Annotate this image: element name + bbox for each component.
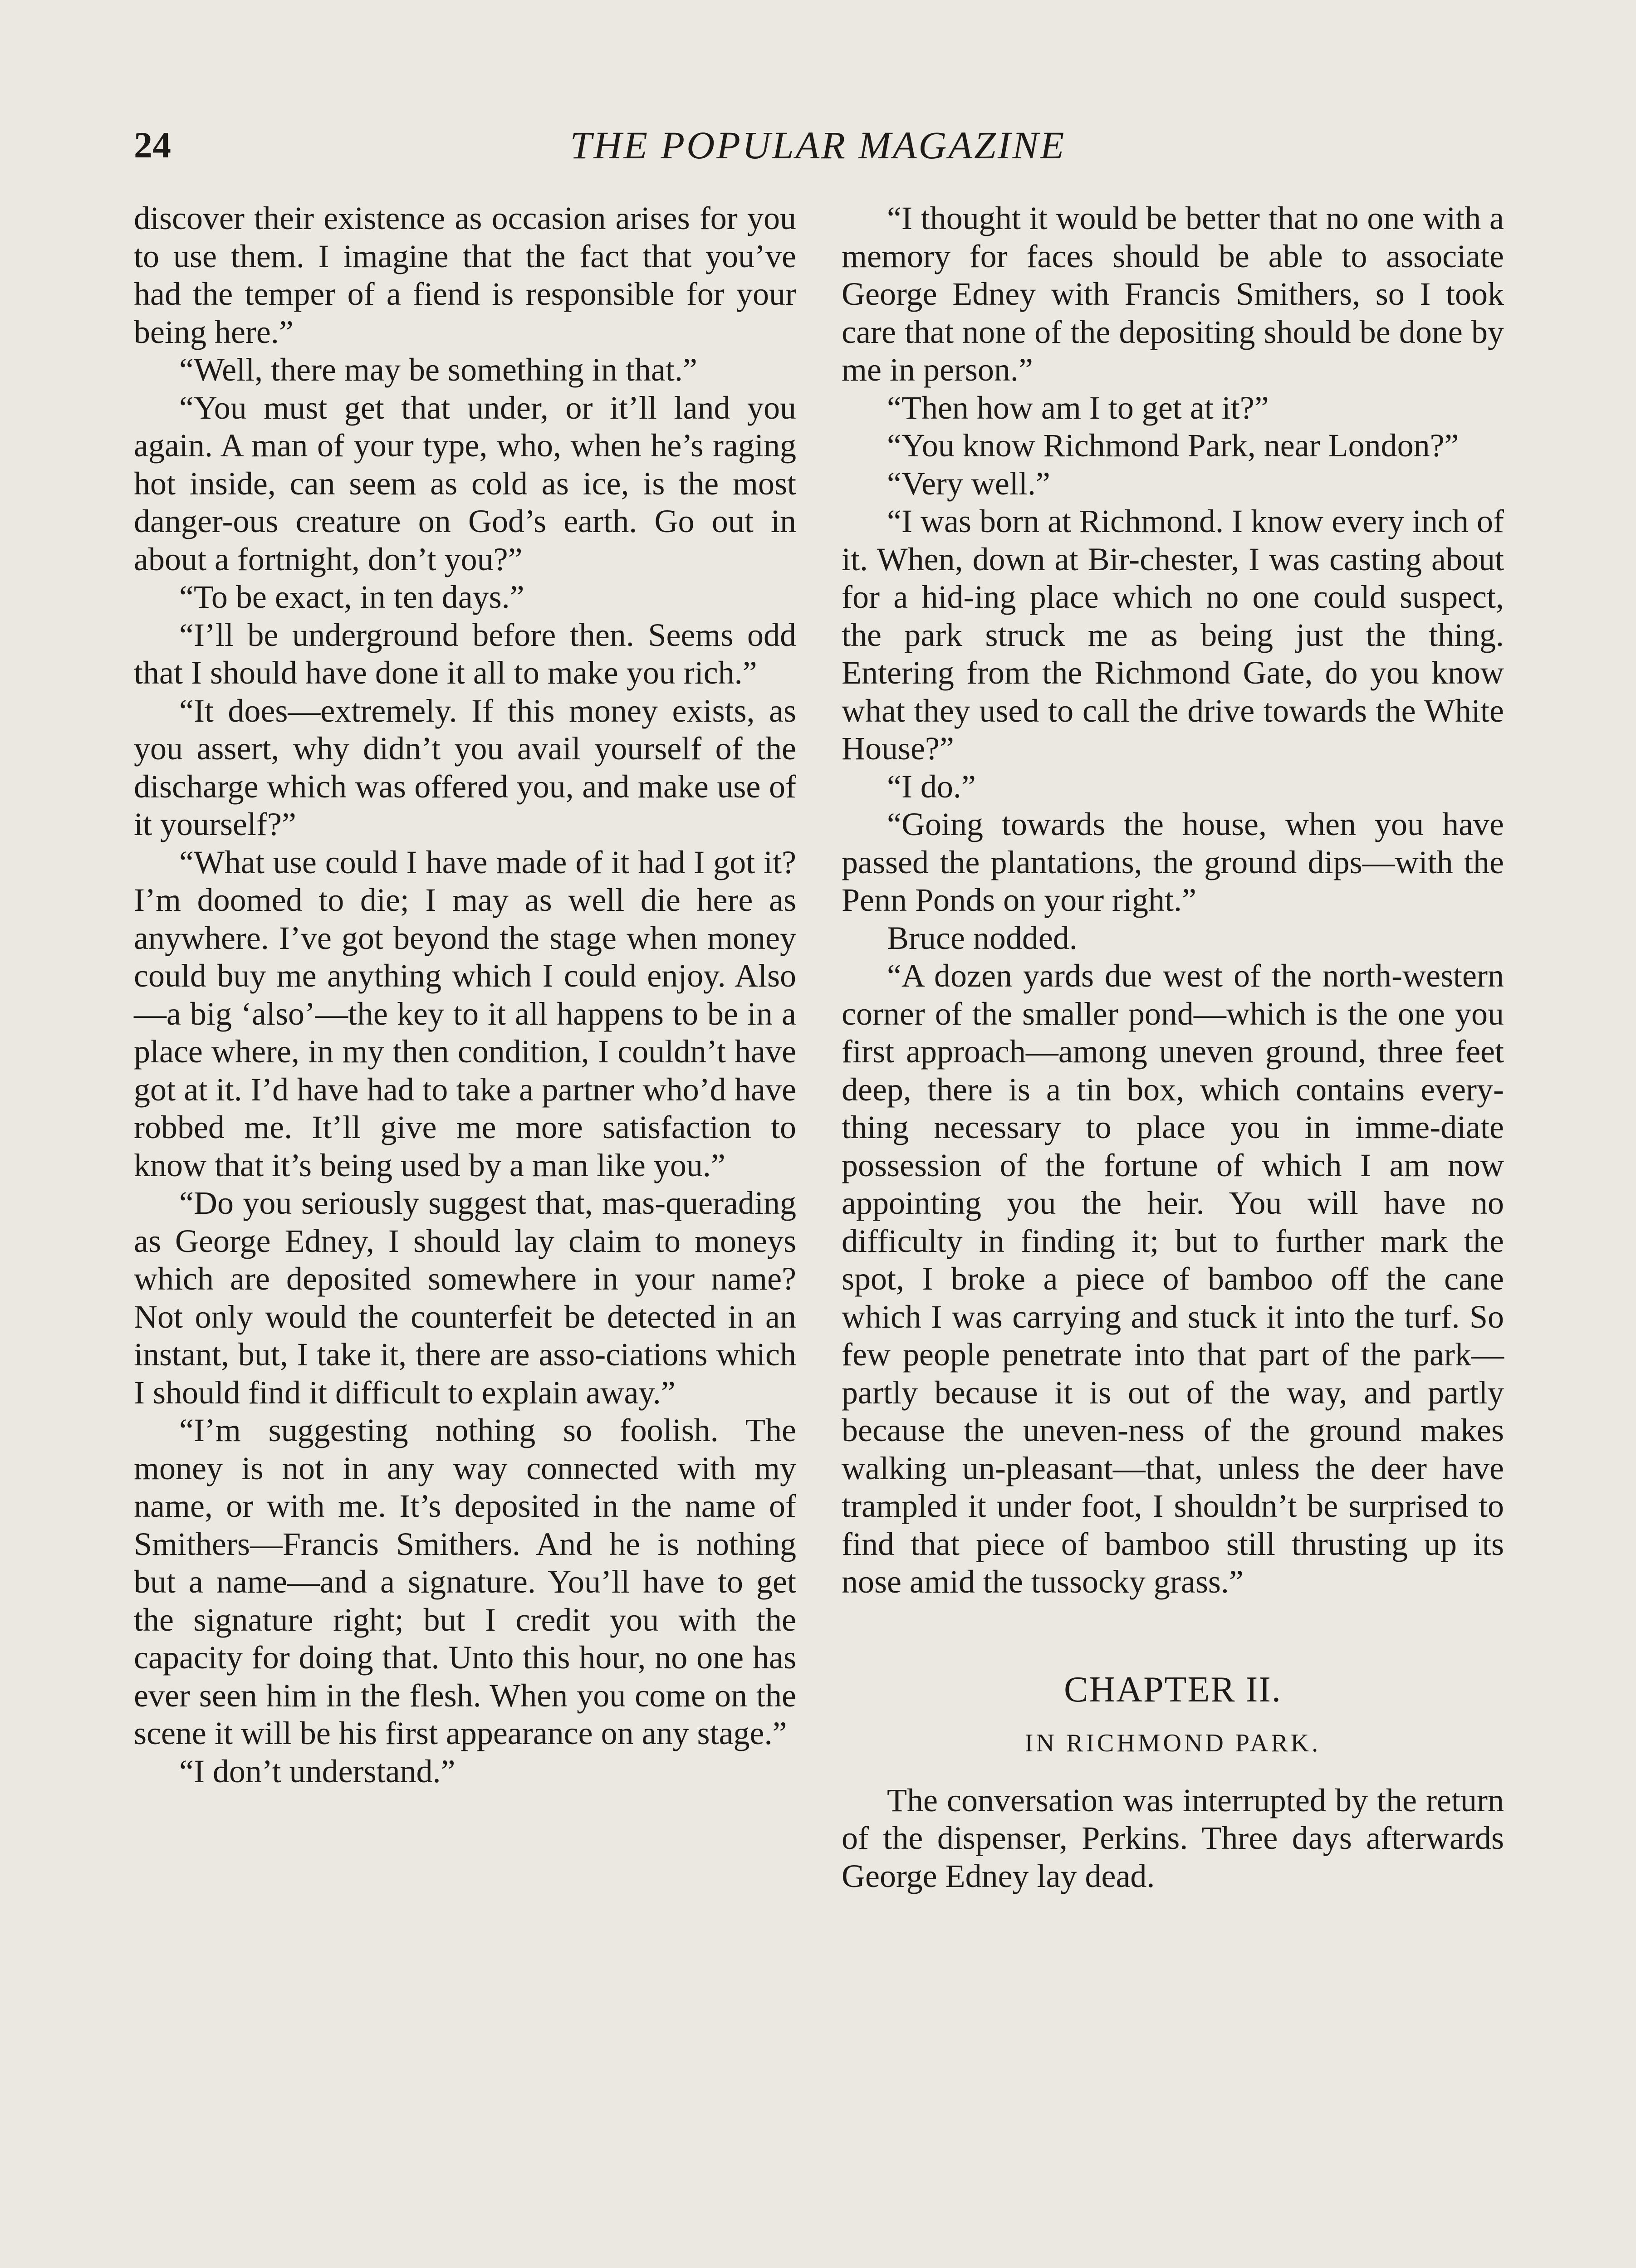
paragraph: “I do.” [887,768,976,805]
paragraph: “Do you seriously suggest that, mas-querading as George Edney, I should lay claim to moneys which are deposited somewhere in your name? Not only would the counterfeit be detected in an instant, but, I take it, there are asso-ciations which I should find it difficult to explain away.” [134,1185,796,1411]
paragraph: discover their existence as occasion arises for you to use them. I imagine that the fact that you’ve had the temper of a fiend is responsible for your being here.” [134,200,796,350]
paragraph: “Going towards the house, when you have passed the plantations, the ground dips—with the Penn Ponds on your right.” [842,806,1504,918]
page-number: 24 [134,124,171,166]
chapter-title: CHAPTER II. [1064,1669,1282,1710]
paragraph: “I don’t understand.” [179,1753,456,1789]
paragraph: “You know Richmond Park, near London?” [887,427,1459,464]
running-head: THE POPULAR MAGAZINE [570,123,1066,167]
left-column [134,200,796,1790]
paragraph: “You must get that under, or it’ll land you again. A man of your type, who, when he’s raging hot inside, can seem as cold as ice, is the most danger-ous creature on God’s earth. Go out in about a fortnight, don’t you?” [134,389,796,577]
paragraph: “It does—extremely. If this money exists, as you assert, why didn’t you avail yourself of the discharge which was offered you, and make use of it yourself?” [134,692,796,842]
paragraph: “I’m suggesting nothing so foolish. The money is not in any way connected with my name, or with me. It’s deposited in the name of Smithers—Francis Smithers. And he is nothing but a name—and a signature. You’ll have to get the signature right; but I credit you with the capacity for doing that. Unto this hour, no one has ever seen him in the flesh. When you come on the scene it will be his first appearance on any stage.” [134,1412,796,1751]
paragraph: “I was born at Richmond. I know every inch of it. When, down at Bir-chester, I was casting about for a hid-ing place which no one could suspect, the park struck me as being just the thing. Entering from the Richmond Gate, do you know what they used to call the drive towards the White House?” [842,503,1504,767]
paragraph: “Very well.” [887,465,1050,502]
paragraph: “What use could I have made of it had I got it? I’m doomed to die; I may as well die here as anywhere. I’ve got beyond the stage when money could buy me anything which I could enjoy. Also—a big ‘also’—the key to it all happens to be in a place where, in my then condition, I couldn’t have got at it. I’d have had to take a partner who’d have robbed me. It’ll give me more satisfaction to know that it’s being used by a man like you.” [134,844,796,1183]
paragraph: “Well, there may be something in that.” [179,352,697,388]
chapter-subtitle: IN RICHMOND PARK. [1024,1729,1321,1757]
right-column [842,200,1504,1895]
paragraph: “Then how am I to get at it?” [887,389,1269,426]
paragraph: “I’ll be underground before then. Seems odd that I should have done it all to make you rich.” [134,616,796,691]
paragraph: Bruce nodded. [887,919,1078,956]
paragraph: “A dozen yards due west of the north-western corner of the smaller pond—which is the one you first approach—among uneven ground, three feet deep, there is a tin box, which contains every-thing necessary to place you in imme-diate possession of the fortune of which I am now appointing you the heir. You will have no difficulty in finding it; but to further mark the spot, I broke a piece of bamboo off the cane which I was carrying and stuck it into the turf. So few people penetrate into that part of the park—partly because it is out of the way, and partly because the uneven-ness of the ground makes walking un-pleasant—that, unless the deer have trampled it under foot, I shouldn’t be surprised to find that piece of bamboo still thrusting up its nose amid the tussocky grass.” [842,958,1504,1600]
paragraph: “To be exact, in ten days.” [179,579,524,615]
paragraph: “I thought it would be better that no one with a memory for faces should be able to associate George Edney with Francis Smithers, so I took care that none of the depositing should be done by me in person.” [842,200,1504,388]
chapter-opening-paragraph: The conversation was interrupted by the return of the dispenser, Perkins. Three days afterwards George Edney lay dead. [842,1782,1504,1894]
page-header [0,116,1636,175]
